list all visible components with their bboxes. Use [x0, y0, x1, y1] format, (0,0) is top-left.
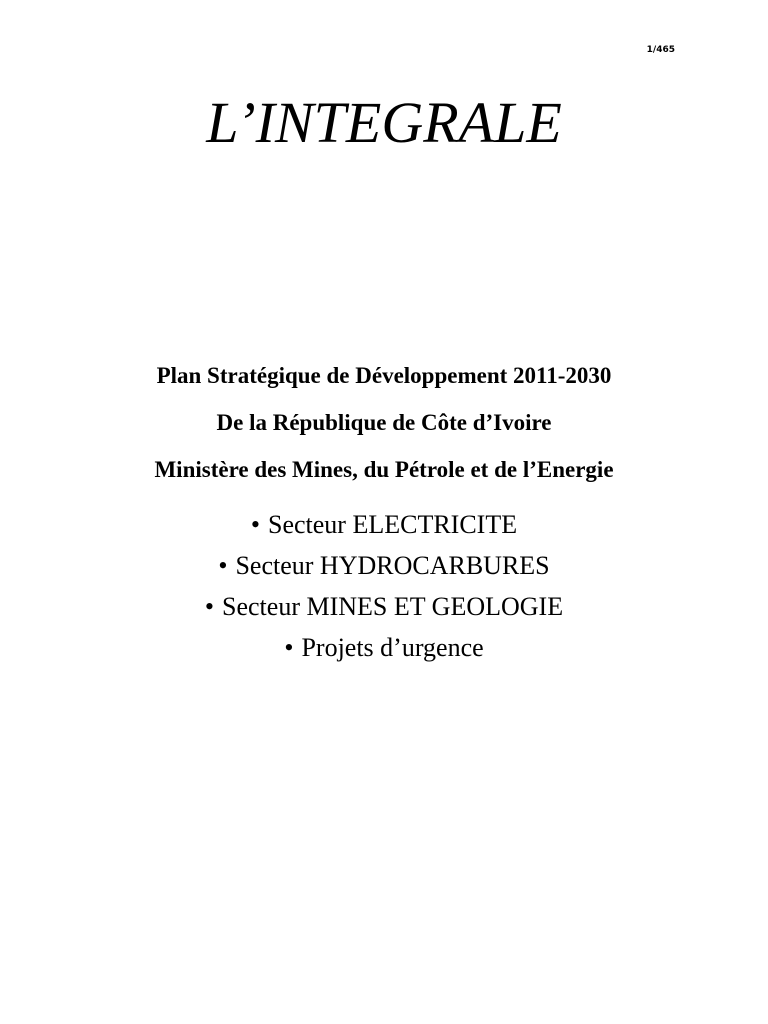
bullet-icon: •: [250, 510, 260, 539]
list-item: [0, 545, 768, 586]
plan-subtitle: Plan Stratégique de Développement 2011-2030: [156, 363, 612, 388]
page-number: 1/465: [646, 45, 675, 55]
bullet-icon: •: [218, 551, 228, 580]
sector-label: Secteur MINES ET GEOLOGIE: [222, 592, 564, 621]
list-item: [0, 586, 768, 627]
bullet-icon: •: [284, 633, 294, 662]
sector-label: Secteur HYDROCARBURES: [235, 551, 550, 580]
document-title: L’INTEGRALE: [206, 90, 562, 155]
country-subtitle: De la République de Côte d’Ivoire: [216, 410, 552, 435]
sector-label: Projets d’urgence: [301, 633, 484, 662]
sector-label: Secteur ELECTRICITE: [268, 510, 518, 539]
sector-list: [0, 504, 768, 668]
list-item: [0, 627, 768, 668]
ministry-subtitle: Ministère des Mines, du Pétrole et de l’Energie: [154, 457, 614, 482]
bullet-icon: •: [204, 592, 215, 621]
list-item: [0, 504, 768, 545]
